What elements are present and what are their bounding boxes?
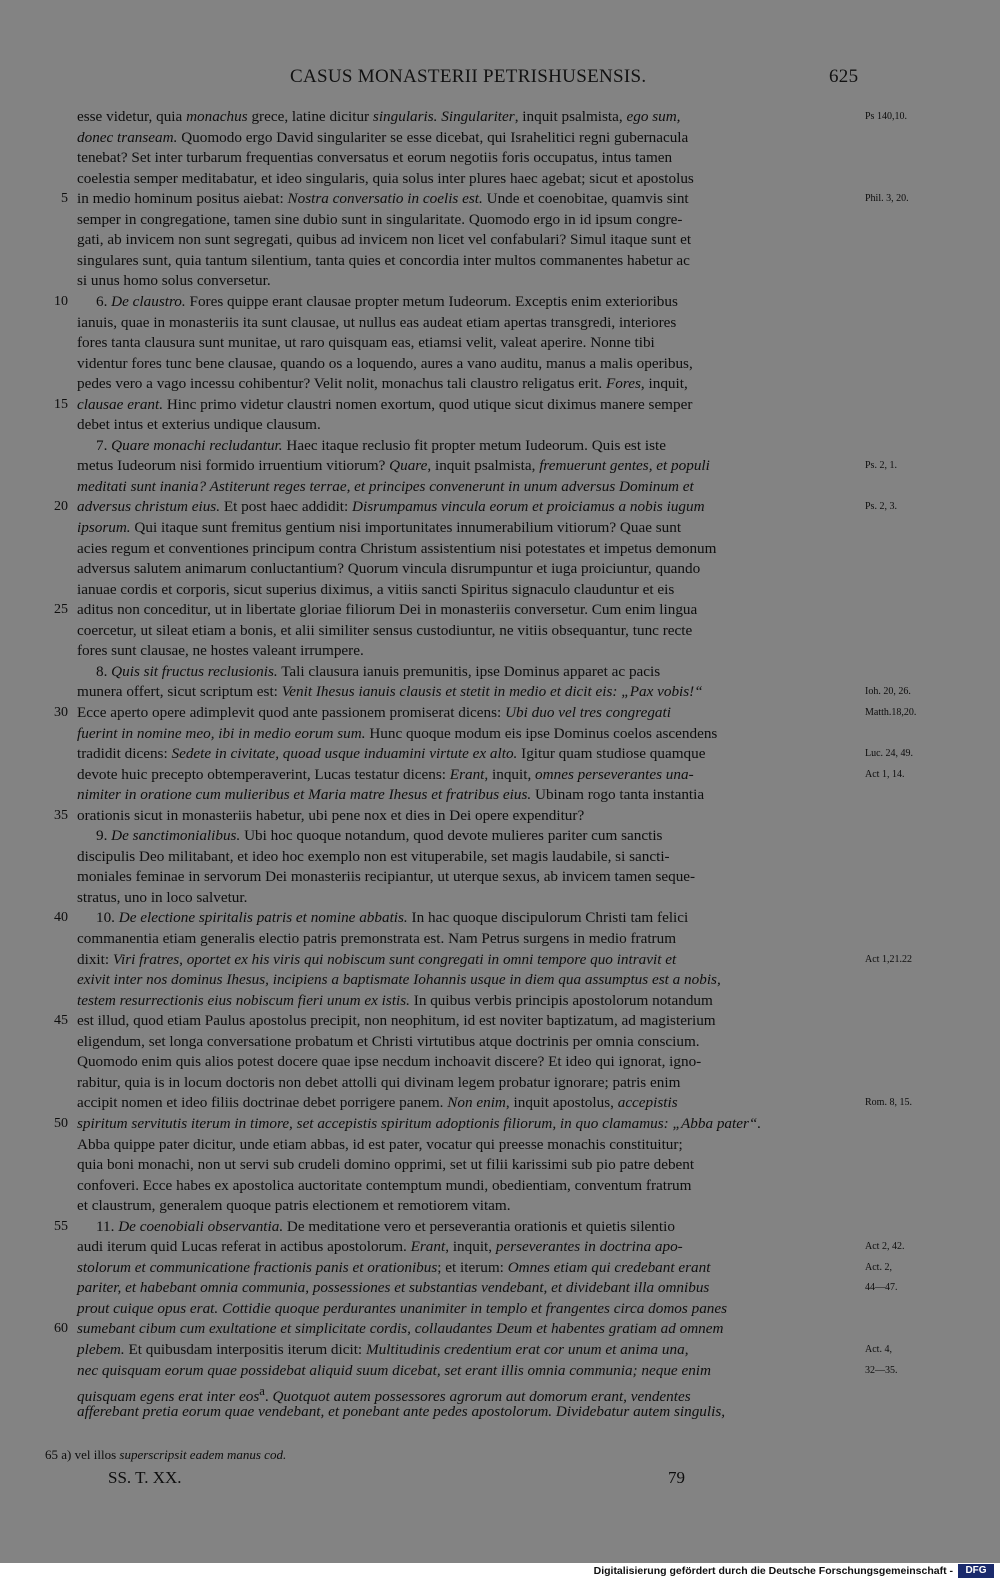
- line-number: 45: [54, 1013, 68, 1029]
- text-line: aditus non conceditur, ut in libertate gloriae filiorum Dei in monasteriis conversetur. Cum enim lingua: [77, 601, 698, 619]
- text-line: commanentia etiam generalis electio patris premonstrata est. Nam Petrus surgens in medio fratrum: [77, 930, 677, 947]
- text-line: singulares sunt, quia tantum silentium, tanta quies et concordia inter multos commanentes habetur ac: [77, 251, 690, 269]
- text-line: metus Iudeorum nisi formido irruentium vitiorum? Quare, inquit psalmista, fremuerunt gentes, et populi: [77, 457, 710, 475]
- text-line: spiritum servitutis iterum in timore, set accepistis spiritum adoptionis filiorum, in quo clamamus: „Abba pater“.: [77, 1114, 762, 1132]
- text-line: debet intus et exterius undique clausum.: [77, 416, 321, 434]
- text-line: prout cuique opus erat. Cottidie quoque perdurantes unanimiter in templo et frangentes circa domos panes: [77, 1299, 728, 1317]
- folio-number: 79: [668, 1468, 685, 1487]
- text-line: acies regum et conventiones principum contra Christum assistentium nisi potestates et impetus demonum: [77, 539, 717, 557]
- margin-reference: Ioh. 20, 26.: [865, 686, 911, 698]
- text-line: et claustrum, generalem quoque patris electionem et remotiorem vitam.: [77, 1197, 511, 1215]
- line-number: 40: [54, 910, 68, 926]
- text-line: Abba quippe pater dicitur, unde etiam abbas, id est pater, vocatur qui preesse monachis constituitur;: [77, 1135, 683, 1153]
- digitization-notice: Digitalisierung gefördert durch die Deutsche Forschungsgemeinschaft -: [593, 1565, 953, 1577]
- margin-reference: Ps 140,10.: [865, 111, 907, 122]
- text-line: coercetur, ut sileat etiam a bonis, et alii similiter sensus custodiuntur, ne vitiis obsequantur, tunc recte: [77, 621, 693, 639]
- text-line: adversus salutem animarum conluctantium? Quorum vincula disrumpuntur et iuga proiciuntur, quando: [77, 560, 701, 578]
- text-line: si unus homo solus conversetur.: [77, 272, 271, 290]
- text-line: clausae erant. Hinc primo videtur claustri nomen exortum, quod utique sicut diximus manere semper: [77, 395, 693, 413]
- margin-reference: Ps. 2, 3.: [865, 501, 897, 513]
- line-number: 25: [54, 602, 68, 618]
- text-line: nec quisquam eorum quae possidebat aliquid suum dicebat, set erant illis omnia communia; neque enim: [77, 1361, 711, 1379]
- text-line: moniales feminae in servorum Dei monasteriis recipiantur, ut uterque sexus, ab invicem tamen seque-: [77, 868, 696, 886]
- text-line: pariter, et habebant omnia communia, possessiones et substantias vendebant, et dividebant illa omnibus: [77, 1279, 710, 1297]
- line-number: 35: [54, 807, 68, 823]
- text-line: tradidit dicens: Sedete in civitate, quoad usque induamini virtute ex alto. Igitur quam studiose quamque: [77, 745, 706, 763]
- text-line: afferebant pretia eorum quae vendebant, et ponebant ante pedes apostolorum. Dividebatur autem singulis,: [77, 1402, 726, 1420]
- text-line: 10. De electione spiritalis patris et nomine abbatis. In hac quoque discipulorum Christi tam felici: [77, 909, 689, 927]
- text-line: devote huic precepto obtemperaverint, Lucas testatur dicens: Erant, inquit, omnes perseverantes una-: [77, 765, 694, 783]
- text-line: accipit nomen et ideo filiis doctrinae debet porrigere panem. Non enim, inquit apostolus, accepistis: [77, 1094, 678, 1112]
- text-line: 11. De coenobiali observantia. De meditatione vero et perseverantia orationis et quietis silentio: [77, 1217, 675, 1235]
- line-number: 55: [54, 1218, 68, 1234]
- margin-reference: Ps. 2, 1.: [865, 460, 897, 472]
- text-line: orationis sicut in monasteriis habetur, ubi pene nox et dies in Dei opere expenditur?: [77, 806, 585, 824]
- line-number: 60: [54, 1321, 68, 1337]
- margin-reference: 44—47.: [865, 1282, 898, 1294]
- text-line: stratus, uno in loco salvetur.: [77, 888, 248, 906]
- text-line: fuerint in nomine meo, ibi in medio eorum sum. Hunc quoque modum eis ipse Dominus coelos ascendens: [77, 724, 718, 742]
- text-line: testem resurrectionis eius nobiscum fieri unum ex istis. In quibus verbis principis apostolorum notandum: [77, 991, 713, 1009]
- text-line: exivit inter nos dominus Ihesus, incipiens a baptismate Iohannis usque in diem qua assumptus est a nobis,: [77, 971, 721, 989]
- text-line: ianuae cordis et corporis, sicut superius diximus, a vitiis sancti Spiritus signaculo clauduntur et eis: [77, 580, 675, 598]
- page-number: 625: [829, 66, 859, 87]
- text-line: audi iterum quid Lucas referat in actibus apostolorum. Erant, inquit, perseverantes in doctrina apo-: [77, 1238, 683, 1256]
- text-line: in medio hominum positus aiebat: Nostra conversatio in coelis est. Unde et coenobitae, quamvis sint: [77, 190, 689, 208]
- text-line: videntur fores tunc bene clausae, quando os a loquendo, aures a vano auditu, manus a malis operibus,: [77, 354, 693, 372]
- text-line: coelestia semper meditabatur, et ideo singularis, quia solus inter plures haec agebat; sicut et apostolus: [77, 169, 694, 187]
- line-number: 50: [54, 1115, 68, 1131]
- text-line: discipulis Deo militabant, et ideo hoc exemplo non est vituperabile, set magis laudabile, si sancti-: [77, 847, 670, 865]
- text-line: Ecce aperto opere adimplevit quod ante passionem promiserat dicens: Ubi duo vel tres congregati: [77, 703, 671, 721]
- text-line: 7. Quare monachi recludantur. Haec itaque reclusio fit propter metum Iudeorum. Quis est iste: [77, 436, 666, 454]
- signature-mark: SS. T. XX.: [108, 1468, 182, 1487]
- text-line: gati, ab invicem non sunt segregati, quibus ad invicem non licet vel confabulari? Simul itaque sunt et: [77, 231, 692, 249]
- text-line: nimiter in oratione cum mulieribus et Maria matre Ihesus et fratribus eius. Ubinam rogo tanta instantia: [77, 786, 705, 804]
- dfg-logo-icon: DFG: [958, 1564, 994, 1578]
- margin-reference: Act. 4,: [865, 1344, 892, 1355]
- margin-reference: Act 1,21.22: [865, 953, 912, 965]
- text-line: est illud, quod etiam Paulus apostolus precipit, non neophitum, id est noviter baptizatum, ad magisterium: [77, 1012, 716, 1030]
- text-line: 6. De claustro. Fores quippe erant clausae propter metum Iudeorum. Exceptis enim exterioribus: [77, 292, 678, 310]
- text-line: rabitur, quia is in locum doctoris non debet attolli qui divinam legem probatur ignorare; patris enim: [77, 1073, 681, 1091]
- margin-reference: Act. 2,: [865, 1261, 892, 1273]
- text-line: quia boni monachi, non ut servi sub crudeli domino opprimi, set ut filii karissimi sub pio patre debent: [77, 1156, 695, 1174]
- text-line: 8. Quis sit fructus reclusionis. Tali clausura ianuis premunitis, ipse Dominus apparet ac pacis: [77, 662, 661, 680]
- margin-reference: 32—35.: [865, 1364, 898, 1376]
- line-number: 10: [54, 293, 68, 309]
- line-number: 20: [54, 499, 68, 515]
- text-line: dixit: Viri fratres, oportet ex his viris qui nobiscum sunt congregati in omni tempore quo intravit et: [77, 950, 677, 968]
- line-number: 30: [54, 704, 68, 720]
- text-line: ianuis, quae in monasteriis ita sunt clausae, ut nullus eas audeat etiam apertas transgredi, interiores: [77, 313, 677, 331]
- text-line: plebem. Et quibusdam interpositis iterum dicit: Multitudinis credentium erat cor unum et anima una,: [77, 1341, 689, 1358]
- text-line: adversus christum eius. Et post haec addidit: Disrumpamus vincula eorum et proiciamus a nobis iugum: [77, 498, 705, 516]
- text-line: eligendum, set longa conversatione probatum et Christi virtutibus atque doctrinis per omnia conscium.: [77, 1032, 700, 1050]
- text-line: donec transeam. Quomodo ergo David singulariter se esse dicebat, qui Israhelitici regni gubernacula: [77, 128, 689, 146]
- text-line: ipsorum. Qui itaque sunt fremitus gentium nisi importunitates innumerabilium vitiorum? Quae sunt: [77, 519, 682, 536]
- text-line: Quomodo enim quis alios potest docere quae ipse necdum inchoavit discere? Et ideo qui ignorat, igno-: [77, 1053, 702, 1071]
- margin-reference: Luc. 24, 49.: [865, 748, 914, 760]
- text-line: stolorum et communicatione fractionis panis et orationibus; et iterum: Omnes etiam qui credebant erant: [77, 1258, 711, 1276]
- margin-reference: Rom. 8, 15.: [865, 1097, 912, 1109]
- text-line: confoveri. Ecce habes ex apostolica auctoritate contemptum mundi, obedientiam, conventum fratrum: [77, 1176, 692, 1194]
- text-line: meditati sunt inania? Astiterunt reges terrae, et principes convenerunt in unum adversus Dominum et: [77, 477, 694, 495]
- text-line: munera offert, sicut scriptum est: Venit Ihesus ianuis clausis et stetit in medio et dicit eis: „Pax vobis!“: [77, 683, 703, 701]
- line-number: 15: [54, 396, 68, 412]
- text-line: tenebat? Set inter turbarum frequentias conversatus et eorum negotiis foris occupatus, intus tamen: [77, 149, 673, 167]
- margin-reference: Matth.18,20.: [865, 706, 917, 718]
- margin-reference: Phil. 3, 20.: [865, 193, 909, 205]
- footnote: 65 a) vel illos superscripsit eadem manus cod.: [45, 1447, 287, 1462]
- text-line: semper in congregatione, tamen sine dubio sunt in singularitate. Quomodo ergo in id ipsum congre-: [77, 210, 683, 228]
- line-number: 5: [61, 191, 68, 207]
- text-line: fores tanta clausura sunt munitae, ut raro quisquam eas, etiamsi velit, valeat aperire. Nonne tibi: [77, 334, 655, 352]
- text-line: 9. De sanctimonialibus. Ubi hoc quoque notandum, quod devote mulieres pariter cum sanctis: [77, 827, 663, 845]
- running-head: CASUS MONASTERII PETRISHUSENSIS.: [290, 66, 647, 87]
- margin-reference: Act 2, 42.: [865, 1241, 905, 1253]
- text-line: pedes vero a vago incessu cohibentur? Velit nolit, monachus tali claustro religatus erit. Fores, inquit,: [77, 375, 688, 393]
- text-line: sumebant cibum cum exultatione et simplicitate cordis, collaudantes Deum et habentes gratiam ad omnem: [77, 1320, 724, 1338]
- text-line: fores sunt clausae, ne hostes valeant irrumpere.: [77, 642, 364, 660]
- text-line: esse videtur, quia monachus grece, latine dicitur singularis. Singulariter, inquit psalmista, ego sum,: [77, 108, 681, 125]
- digitization-footer: [0, 1563, 1000, 1580]
- text-line: quisquam egens erat inter eos$^a$. Quotquot autem possessores agrorum aut domorum erant, vendentes: [77, 1384, 691, 1406]
- margin-reference: Act 1, 14.: [865, 768, 905, 780]
